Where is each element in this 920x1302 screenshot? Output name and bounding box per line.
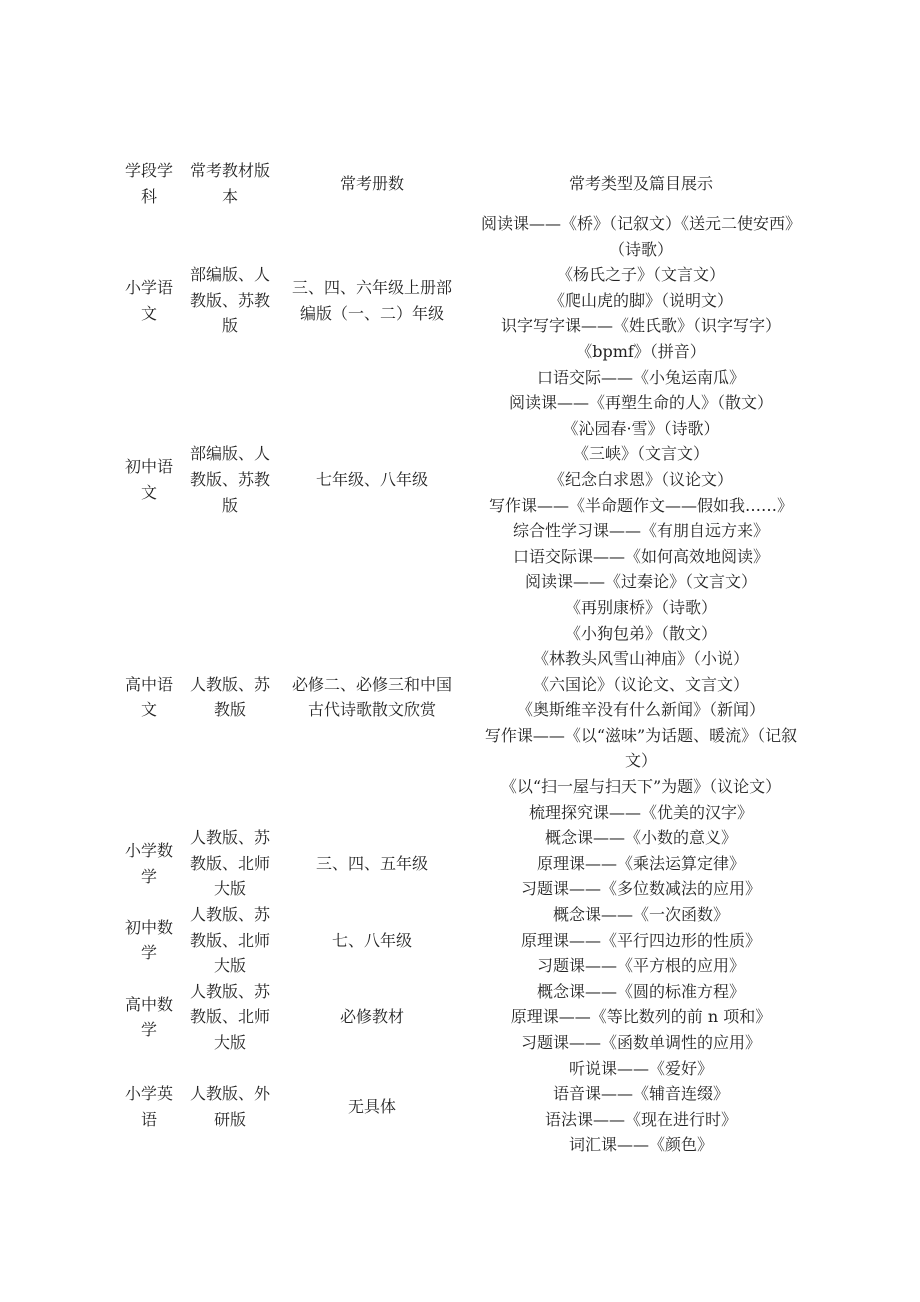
example-item: 阅读课——《桥》（记叙文）《送元二使安西》（诗歌） <box>480 214 801 259</box>
example-item: 《再别康桥》（诗歌） <box>564 597 717 617</box>
edition-cell: 人教版、苏教版、北师大版 <box>190 828 271 899</box>
example-item: 语法课——《现在进行时》 <box>544 1109 737 1129</box>
example-item: 词汇课——《颜色》 <box>568 1135 713 1155</box>
example-item: 《以“扫一屋与扫天下”为题》（议论文） <box>500 777 782 797</box>
example-item: 识字写字课——《姓氏歌》（识字写字） <box>500 316 781 336</box>
example-item: 概念课——《小数的意义》 <box>544 828 737 848</box>
example-item: 《三峡》（文言文） <box>572 444 709 464</box>
example-item: 习题课——《函数单调性的应用》 <box>520 1033 761 1052</box>
examples-cell <box>472 1056 810 1158</box>
example-item: 语音课——《辅音连缀》 <box>552 1084 729 1104</box>
table-row <box>110 1056 810 1158</box>
example-item: 《奥斯维辛没有什么新闻》（新闻） <box>516 700 765 720</box>
examples-cell <box>472 211 810 390</box>
header-subject: 学段学科 <box>124 161 173 206</box>
example-item: 口语交际——《小兔运南瓜》 <box>536 367 745 387</box>
subject-cell: 初中数学 <box>124 917 173 963</box>
table-row <box>110 979 810 1056</box>
edition-cell: 人教版、外研版 <box>190 1084 271 1129</box>
volumes-cell: 必修二、必修三和中国古代诗歌散文欣赏 <box>292 674 453 720</box>
examples-cell <box>472 569 810 825</box>
example-item: 习题课——《多位数减法的应用》 <box>520 879 761 899</box>
table-row <box>110 902 810 979</box>
example-item: 原理课——《等比数列的前 n 项和》 <box>510 1007 772 1027</box>
volumes-cell: 必修教材 <box>339 1007 404 1027</box>
examples-cell <box>472 902 810 979</box>
edition-cell: 部编版、人教版、苏教版 <box>190 265 271 336</box>
edition-cell: 人教版、苏教版 <box>190 674 271 720</box>
example-item: 《爬山虎的脚》（说明文） <box>548 290 733 310</box>
header-edition: 常考教材版本 <box>190 161 271 206</box>
subject-cell: 初中语文 <box>124 457 173 502</box>
example-item: 原理课——《乘法运算定律》 <box>536 853 745 873</box>
example-item: 《林教头风雪山神庙》（小说） <box>532 649 749 669</box>
example-item: 口语交际课——《如何高效地阅读》 <box>512 546 769 566</box>
example-item: 《沁园春·雪》（诗歌） <box>562 418 720 438</box>
example-item: 习题课——《平方根的应用》 <box>536 956 745 976</box>
edition-cell: 人教版、苏教版、北师大版 <box>190 981 271 1052</box>
example-item: 原理课——《平行四边形的性质》 <box>520 930 761 950</box>
edition-cell: 人教版、苏教版、北师大版 <box>190 905 271 976</box>
examples-cell <box>472 825 810 902</box>
syllabus-table <box>110 157 810 1158</box>
subject-cell: 小学数学 <box>124 841 173 886</box>
volumes-cell: 无具体 <box>347 1096 396 1116</box>
example-item: 写作课——《以“滋味”为话题、暖流》（记叙文） <box>484 725 798 771</box>
edition-cell: 部编版、人教版、苏教版 <box>190 444 271 515</box>
header-volumes: 常考册数 <box>339 174 404 194</box>
example-item: 概念课——《圆的标准方程》 <box>536 981 745 1001</box>
example-item: 《bpmf》（拼音） <box>576 341 706 361</box>
header-examples: 常考类型及篇目展示 <box>568 174 713 194</box>
table-header-row <box>110 157 810 211</box>
volumes-cell: 七年级、八年级 <box>315 469 428 489</box>
subject-cell: 高中数学 <box>124 994 173 1040</box>
example-item: 《纪念白求恩》（议论文） <box>548 469 733 489</box>
example-item: 阅读课——《过秦论》（文言文） <box>524 572 757 592</box>
example-item: 《小狗包弟》（散文） <box>564 623 717 643</box>
subject-cell: 高中语文 <box>124 674 173 720</box>
example-item: 《六国论》（议论文、文言文） <box>532 674 749 694</box>
table-body <box>110 211 810 1158</box>
table-row <box>110 569 810 825</box>
subject-cell: 小学语文 <box>124 277 173 323</box>
volumes-cell: 三、四、五年级 <box>315 853 428 873</box>
volumes-cell: 七、八年级 <box>331 930 412 950</box>
example-item: 概念课——《一次函数》 <box>552 905 729 925</box>
example-item: 阅读课——《再塑生命的人》（散文） <box>508 393 773 413</box>
example-item: 写作课——《半命题作文——假如我……》 <box>488 495 793 515</box>
table-row <box>110 211 810 390</box>
table-row <box>110 390 810 569</box>
volumes-cell: 三、四、六年级上册部编版（一、二）年级 <box>292 277 453 323</box>
example-item: 听说课——《爱好》 <box>568 1058 713 1078</box>
example-item: 综合性学习课——《有朋自远方来》 <box>512 521 769 541</box>
example-item: 梳理探究课——《优美的汉字》 <box>528 802 753 822</box>
examples-cell <box>472 979 810 1056</box>
subject-cell: 小学英语 <box>124 1084 173 1129</box>
examples-cell <box>472 390 810 569</box>
example-item: 《杨氏之子》（文言文） <box>556 265 725 285</box>
table-row <box>110 825 810 902</box>
